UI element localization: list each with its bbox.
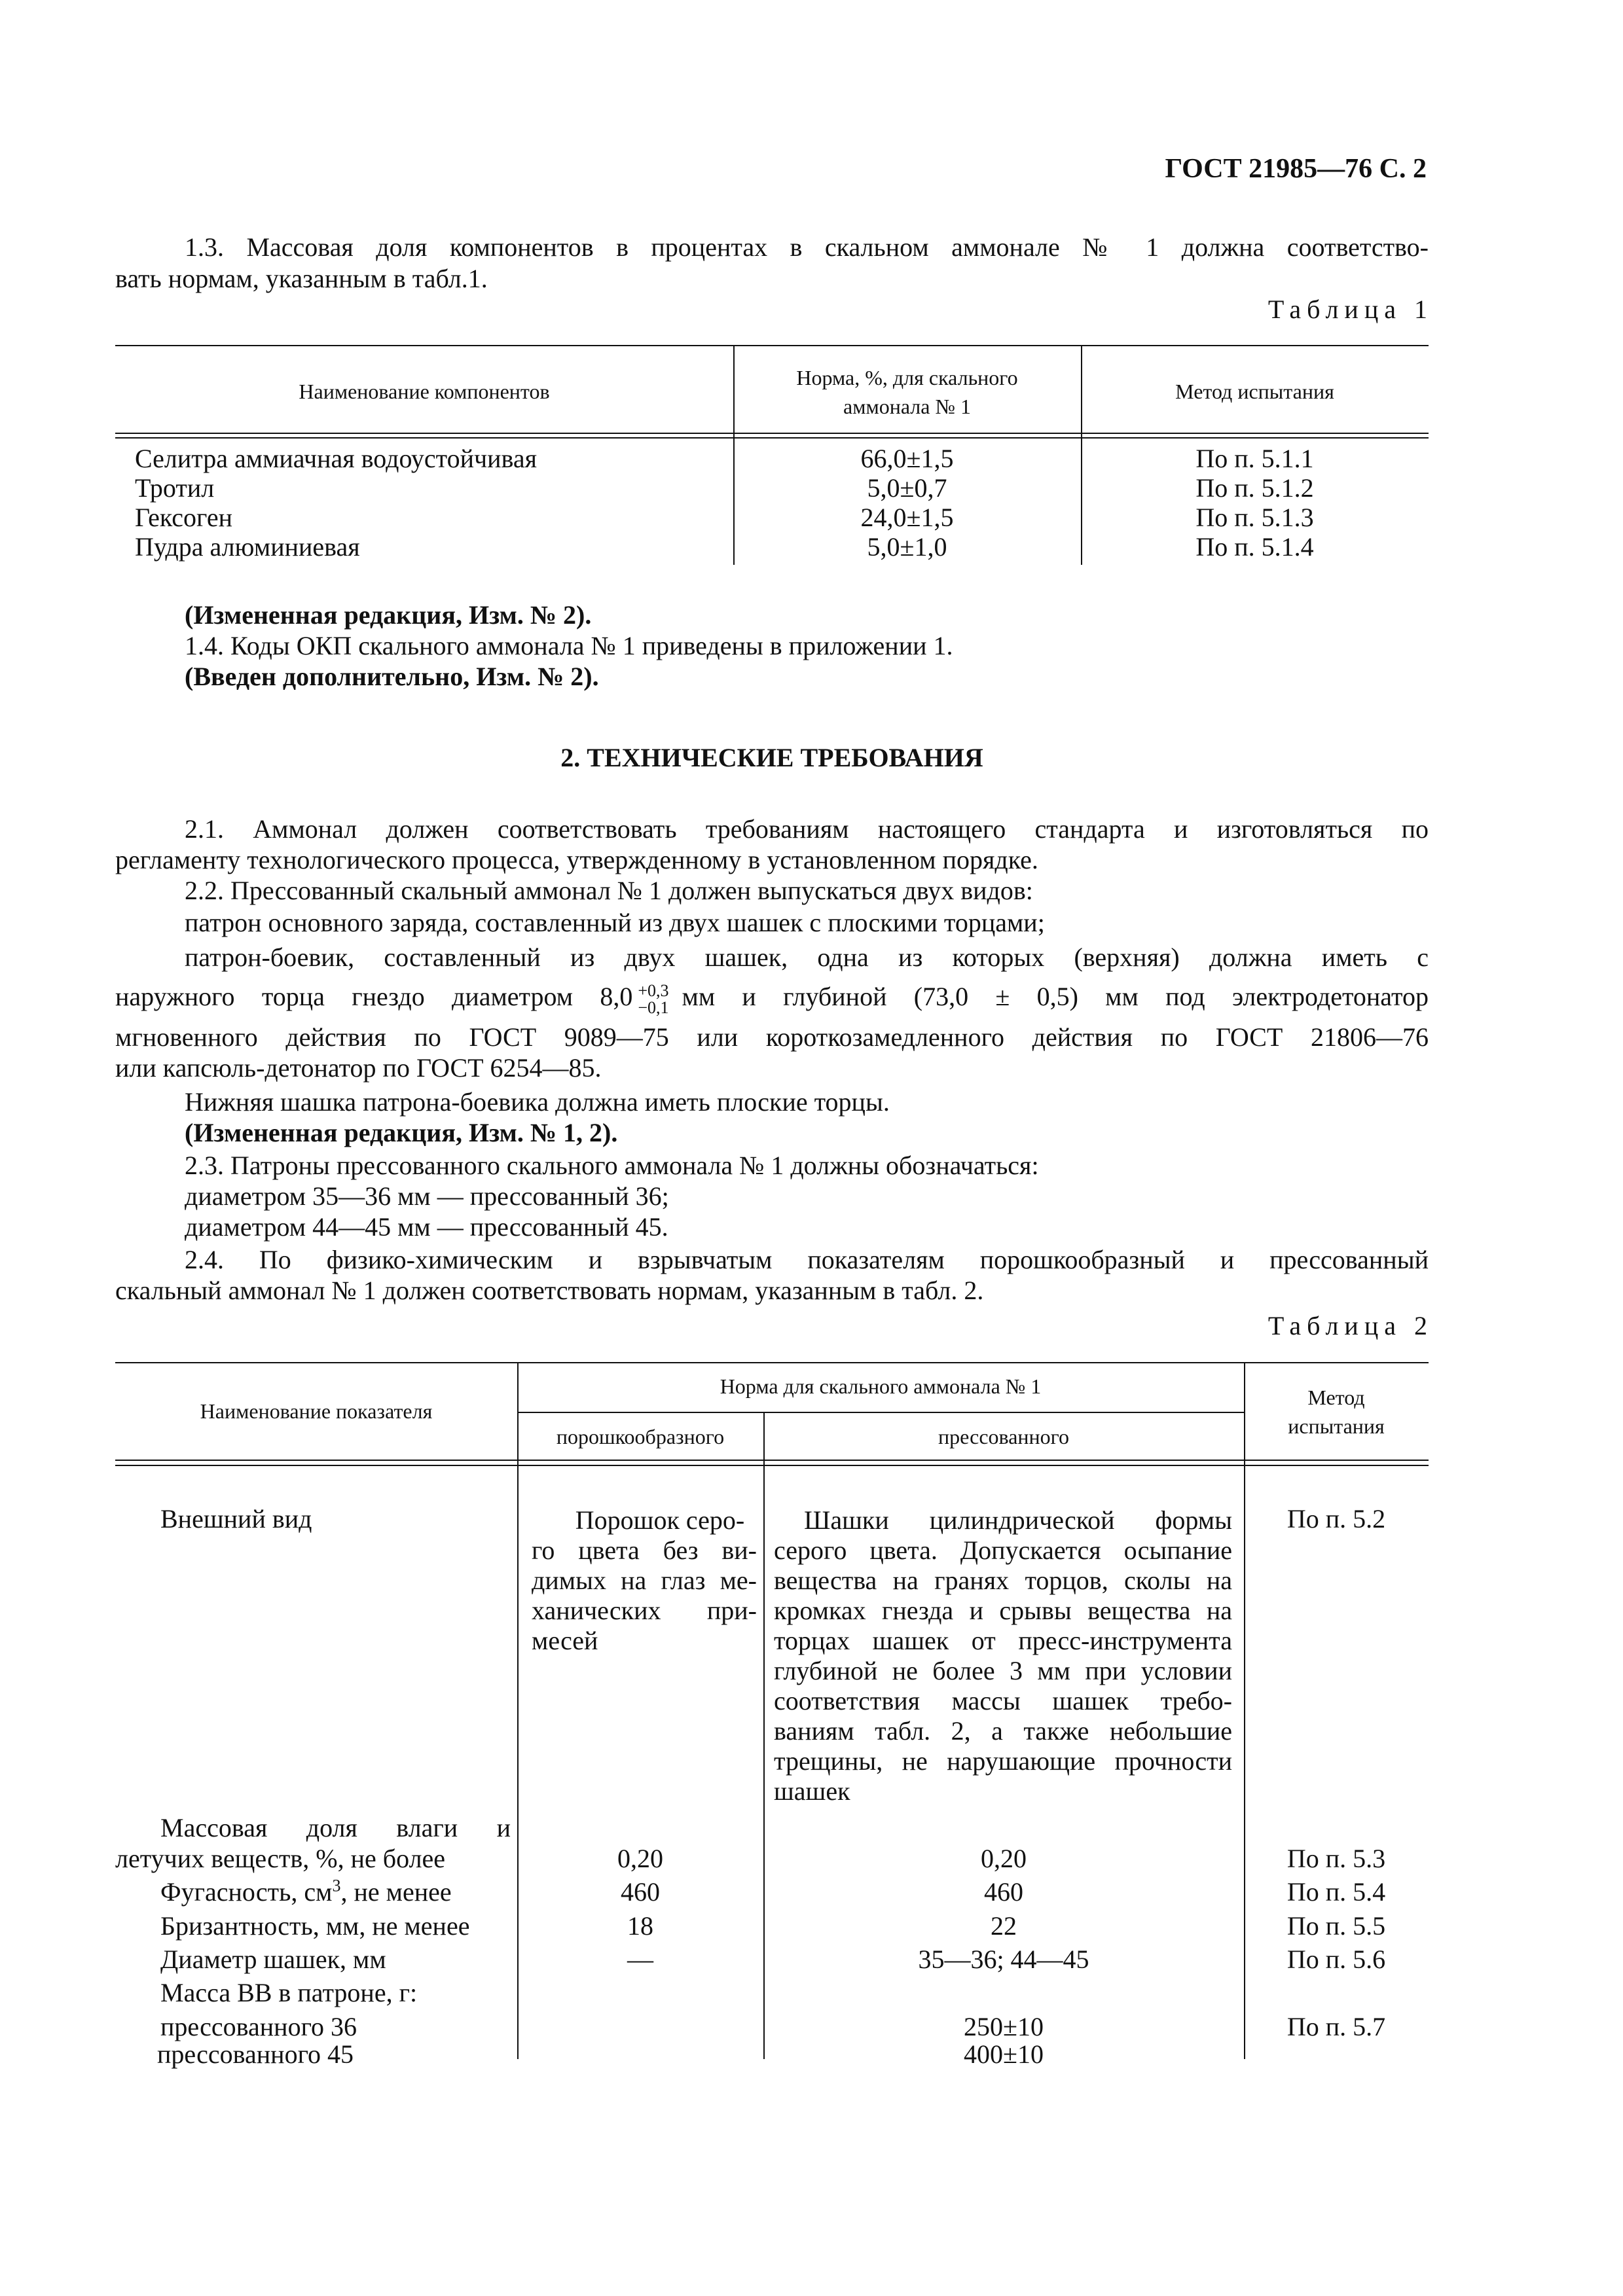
- para-1-3-line1: 1.3. Массовая доля компонентов в процентах в скальном аммонале № 1 должна соответство-: [185, 232, 1429, 262]
- table2-cell-pressed: 250±10: [964, 2012, 1044, 2041]
- table2-cell-name: Фугасность, $см^3$, не менее: [160, 1876, 452, 1907]
- para-2-2-item2-b: [115, 982, 1429, 1016]
- para-2-2-item2-c: мгновенного действия по ГОСТ 9089—75 или короткозамедленного действия по ГОСТ 21806—76: [115, 1022, 1429, 1052]
- table1-cell-name: Селитра аммиачная водоустойчивая: [135, 444, 538, 473]
- para-2-3-item2: диаметром 44—45 мм — прессованный 45.: [185, 1212, 668, 1242]
- table2-cell-name: прессованного 45: [157, 2039, 354, 2069]
- para-2-3: 2.3. Патроны прессованного скального аммонала № 1 должны обозначаться:: [185, 1151, 1039, 1180]
- table1-header-norm: Норма, %, для скального аммонала № 1: [796, 366, 1018, 418]
- table2-header-powder: порошкообразного: [556, 1425, 725, 1448]
- table1-cell-norm: 5,0±1,0: [867, 532, 947, 562]
- superscript-3: 3: [332, 1876, 341, 1895]
- table1-cell-norm: 66,0±1,5: [860, 444, 954, 473]
- para-2-2: 2.2. Прессованный скальный аммонал № 1 должен выпускаться двух видов:: [185, 876, 1033, 905]
- table2-cell-name: Внешний вид: [160, 1504, 312, 1534]
- section-2-heading: 2. ТЕХНИЧЕСКИЕ ТРЕБОВАНИЯ: [560, 743, 983, 772]
- table1-cell-name: Гексоген: [135, 503, 233, 532]
- table2-cell-pressed: 400±10: [964, 2039, 1044, 2069]
- edit-note-2: (Измененная редакция, Изм. № 1, 2).: [185, 1118, 618, 1147]
- table2-cell-method: По п. 5.5: [1286, 1911, 1386, 1941]
- table2-cell-pressed: 460: [984, 1877, 1023, 1907]
- table1-cell-norm: 24,0±1,5: [860, 503, 954, 532]
- table1-header-name: Наименование компонентов: [299, 380, 550, 403]
- diameter-tolerance: [638, 982, 668, 1016]
- table2-cell-method: По п. 5.4: [1286, 1877, 1386, 1907]
- table1-header-method: Метод испытания: [1175, 380, 1334, 403]
- doc-header: ГОСТ 21985—76 С. 2: [1165, 154, 1427, 184]
- para-2-2-item2-b-pre: наружного торца гнездо диаметром 8,0: [115, 982, 633, 1011]
- para-2-2-item2-b-post: мм и глубиной (73,0 ± 0,5) мм под электродетонатор: [682, 982, 1429, 1011]
- edit-note-1: (Измененная редакция, Изм. № 2).: [185, 600, 592, 630]
- para-2-2-item2-d: или капсюль-детонатор по ГОСТ 6254—85.: [115, 1053, 602, 1083]
- table2-cell-name: летучих веществ, %, не более: [115, 1844, 446, 1873]
- table2-header-name: Наименование показателя: [200, 1399, 433, 1423]
- para-2-4-line1: 2.4. По физико-химическим и взрывчатым показателям порошкообразный и прессованный: [185, 1245, 1429, 1274]
- table2-header-norm: Норма для скального аммонала № 1: [720, 1374, 1042, 1398]
- table1-cell-method: По п. 5.1.2: [1195, 473, 1314, 503]
- table2-header-pressed: прессованного: [938, 1425, 1069, 1448]
- table2-cell-method: По п. 5.7: [1286, 2012, 1386, 2041]
- table2-cell-method: По п. 5.6: [1286, 1945, 1386, 1974]
- para-2-3-item1: диаметром 35—36 мм — прессованный 36;: [185, 1181, 669, 1211]
- added-note: (Введен дополнительно, Изм. № 2).: [185, 662, 599, 691]
- para-2-2-item3: Нижняя шашка патрона-боевика должна иметь плоские торцы.: [185, 1087, 890, 1117]
- table2-cell-powder: —: [627, 1945, 653, 1974]
- table1-caption: Таблица 1: [1267, 295, 1433, 324]
- para-2-1-line2: регламенту технологического процесса, утвержденному в установленном порядке.: [115, 845, 1038, 874]
- para-2-2-item2: патрон-боевик, составленный из двух шашек, одна из которых (верхняя) должна иметь с: [185, 942, 1429, 972]
- table1-cell-name: Тротил: [135, 473, 215, 503]
- table2-cell-pressed: 0,20: [981, 1844, 1027, 1873]
- table2-cell-method: По п. 5.3: [1286, 1844, 1386, 1873]
- table1-cell-method: По п. 5.1.1: [1195, 444, 1314, 473]
- table2-cell-powder: 460: [621, 1877, 660, 1907]
- table1-cell-norm: 5,0±0,7: [867, 473, 947, 503]
- table2-cell-name: Массовая доля влаги и: [160, 1813, 511, 1842]
- table2-cell-name: Диаметр шашек, мм: [160, 1945, 386, 1974]
- table2-header-method: Метод испытания: [1288, 1386, 1385, 1438]
- table1-cell-method: По п. 5.1.4: [1195, 532, 1314, 562]
- table2-cell-name: Масса ВВ в патроне, г:: [160, 1978, 418, 2007]
- para-2-1-line1: 2.1. Аммонал должен соответствовать требованиям настоящего стандарта и изготовляться по: [185, 814, 1429, 844]
- document-page: ГОСТ 21985—76 С. 2 1.3. Массовая доля компонентов в процентах в скальном аммонале № 1 должна соответство- вать нормам, указанным в табл.1. Таблица 1 Наименование компонентов Норма, %, для скального аммонала № 1 Метод испытания Селитра аммиачная водоустойчивая 66,0±1,5 По п. 5.1.1 Тротил 5,0±0,7 По п. 5.1.2 Гексоген 24,0±1,5 По п. 5.1.3 Пудра алюминиевая 5,0±1,0 По п. 5.1.4 (Измененная редакция, Изм. № 2). 1.4. Коды ОКП скального аммонала № 1 приведены в приложении 1. (Введен дополнительно, Изм. № 2). 2. ТЕХНИЧЕСКИЕ ТРЕБОВАНИЯ 2.1. Аммонал должен соответствовать требованиям настоящего стандарта и изготовляться по регламенту технологического процесса, утвержденному в установленном порядке. 2.2. Прессованный скальный аммонал № 1 должен выпускаться двух видов: патрон основного заряда, составленный из двух шашек с плоскими торцами; патрон-боевик, составленный из двух шашек, одна из которых (верхняя) должна иметь с наружного торца гнездо диаметром 8,0 +0,3 −0,1 мм и глубиной (73,0 ± 0,5) мм под электродетонатор мгновенного действия по ГОСТ 9089—75 или короткозамедленного действия по ГОСТ 21806—76 или капсюль-детонатор по ГОСТ 6254—85. Нижняя шашка патрона-боевика должна иметь плоские торцы. (Измененная редакция, Изм. № 1, 2). 2.3. Патроны прессованного скального аммонала № 1 должны обозначаться: диаметром 35—36 мм — прессованный 36; диаметром 44—45 мм — прессованный 45. 2.4. По физико-химическим и взрывчатым показателям порошкообразный и прессованный скальный аммонал № 1 должен соответствовать нормам, указанным в табл. 2. Таблица 2 Наименование показателя Норма для скального аммонала № 1 порошкообразного прессованного Метод испытания Внешний вид Порошок серо- го цвета без ви- димых на глаз ме- ханических при- месей Шашки цилиндрической формы серого цвета. Допускается осыпание вещества на гранях торцов, сколы на кромках гнезда и срывы вещества на торцах шашек от пресс-инструмента глубиной не более 3 мм при условии соответствия массы шашек требо- ваниям табл. 2, а также небольшие трещины, не нарушающие прочности шашек По п. 5.2 Массовая доля влаги и летучих веществ, %, не более 0,20 0,20 По п. 5.3 Фугасность, $см^3$, не менее 460 460 По п. 5.4 Бризантность, мм, не менее 18 22 По п. 5.5 Диаметр шашек, мм — 35—36; 44—45 По п. 5.6 Масса ВВ в патроне, г: прессованного 36 250±10 По п. 5.7 прессованного 45 400±10: [115, 154, 1433, 2069]
- table2-cell-pressed: 35—36; 44—45: [918, 1945, 1089, 1974]
- table2-cell-name: Бризантность, мм, не менее: [160, 1911, 470, 1941]
- table2-cell-method: По п. 5.2: [1286, 1504, 1386, 1534]
- para-2-2-item1: патрон основного заряда, составленный из двух шашек с плоскими торцами;: [185, 908, 1045, 937]
- para-1-3-line2: вать нормам, указанным в табл.1.: [115, 264, 488, 293]
- para-1-4: 1.4. Коды ОКП скального аммонала № 1 приведены в приложении 1.: [185, 631, 953, 660]
- tolerance-lower: −0,1: [638, 998, 669, 1017]
- table1-cell-name: Пудра алюминиевая: [135, 532, 360, 562]
- table2-cell-name: прессованного 36: [160, 2012, 357, 2041]
- table2-cell-pressed: 22: [991, 1911, 1017, 1941]
- para-2-4-line2: скальный аммонал № 1 должен соответствовать нормам, указанным в табл. 2.: [115, 1276, 984, 1305]
- tolerance-upper: +0,3: [638, 981, 669, 1000]
- table2-cell-powder: 0,20: [617, 1844, 663, 1873]
- table1-cell-method: По п. 5.1.3: [1195, 503, 1314, 532]
- table2-cell-powder: 18: [627, 1911, 653, 1941]
- table2-caption: Таблица 2: [1267, 1311, 1433, 1340]
